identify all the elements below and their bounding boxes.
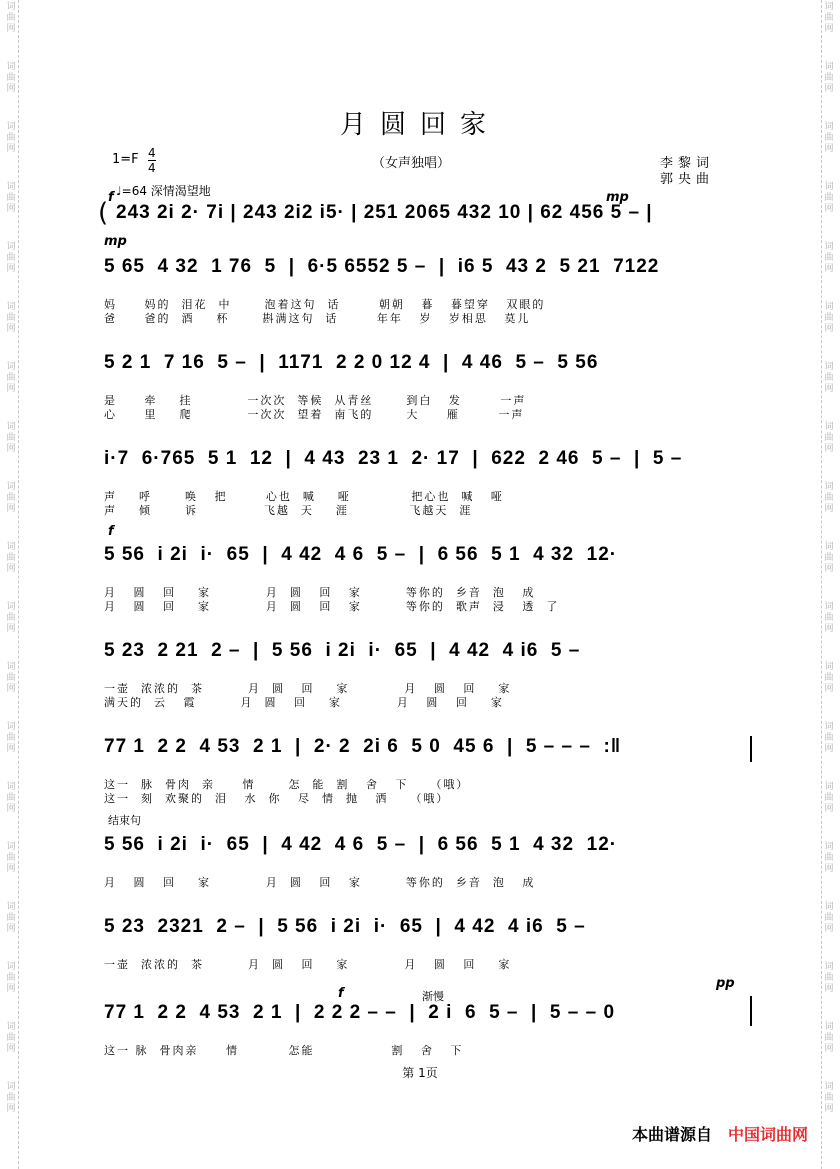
notation-line: 5 23 2321 2 – | 5 56 i 2i i· 65 | 4 42 4 i6 5 – xyxy=(104,916,586,937)
watermark-text: 词曲网 xyxy=(6,1082,16,1114)
source-site-link[interactable]: 中国词曲网 xyxy=(727,1125,808,1144)
ritardando-label: 渐慢 xyxy=(422,990,444,1003)
watermark-text: 词曲网 xyxy=(6,902,16,934)
dynamic-pianissimo: pp xyxy=(716,976,735,991)
dynamic-mezzo-piano: mp xyxy=(606,190,629,205)
lyricist-credit: 李黎词 xyxy=(660,156,715,171)
watermark-text: 词曲网 xyxy=(6,62,16,94)
watermark-text: 词曲网 xyxy=(824,902,834,934)
lyrics-verse-2: 月 圆 回 家 月 圆 回 家 等你的 歌声 浸 透 了 xyxy=(104,600,560,613)
right-watermark-strip xyxy=(821,0,836,1169)
notation-line: 5 65 4 32 1 76 5 | 6·5 6552 5 – | i6 5 43 2 5 21 7122 xyxy=(104,256,660,277)
dynamic-forte: f xyxy=(338,986,344,1001)
watermark-text: 词曲网 xyxy=(6,662,16,694)
watermark-text: 词曲网 xyxy=(824,602,834,634)
notation-line: 5 23 2 21 2 – | 5 56 i 2i i· 65 | 4 42 4 i6 5 – xyxy=(104,640,581,661)
notation-line: i·7 6·765 5 1 12 | 4 43 23 1 2· 17 | 622 2 46 5 – | 5 – xyxy=(104,448,683,469)
watermark-text: 词曲网 xyxy=(824,242,834,274)
dynamic-forte: f xyxy=(108,190,114,205)
lyrics-verse-1: 一壶 浓浓的 茶 月 圆 回 家 月 圆 回 家 xyxy=(104,958,512,971)
lyrics-verse-1: 月 圆 回 家 月 圆 回 家 等你的 乡音 泡 成 xyxy=(104,876,536,889)
lyrics-verse-1: 一壶 浓浓的 茶 月 圆 回 家 月 圆 回 家 xyxy=(104,682,512,695)
final-barline xyxy=(750,736,752,762)
dynamic-forte: f xyxy=(108,524,114,539)
watermark-text: 词曲网 xyxy=(824,782,834,814)
lyrics-verse-1: 声 呼 唤 把 心也 喊 哑 把心也 喊 哑 xyxy=(104,490,504,503)
composer-credit: 郭央曲 xyxy=(660,172,715,187)
watermark-text: 词曲网 xyxy=(824,62,834,94)
watermark-text: 词曲网 xyxy=(6,302,16,334)
lyrics-verse-1: 妈 妈的 泪花 中 泡着这句 话 朝朝 暮 暮望穿 双眼的 xyxy=(104,298,546,311)
watermark-text: 词曲网 xyxy=(824,962,834,994)
score-row-3 xyxy=(104,352,754,448)
watermark-text: 词曲网 xyxy=(6,842,16,874)
watermark-text: 词曲网 xyxy=(824,662,834,694)
final-barline xyxy=(750,996,752,1026)
watermark-text: 词曲网 xyxy=(824,2,834,34)
watermark-text: 词曲网 xyxy=(6,602,16,634)
meter-bottom: 4 xyxy=(148,161,156,175)
watermark-text: 词曲网 xyxy=(6,182,16,214)
left-watermark-strip xyxy=(4,0,19,1169)
lyrics-verse-1: 这一 脉 骨肉亲 情 怎能 割 舍 下 xyxy=(104,1044,464,1057)
lyrics-verse-1: 这一 脉 骨肉 亲 情 怎 能 割 舍 下 （哦） xyxy=(104,778,470,791)
watermark-text: 词曲网 xyxy=(6,542,16,574)
watermark-text: 词曲网 xyxy=(824,302,834,334)
lyrics-verse-1: 是 牵 挂 一次次 等候 从青丝 到白 发 一声 xyxy=(104,394,527,407)
tempo-marking: ♩=64 深情渴望地 xyxy=(116,184,211,198)
notation-line: 243 2i 2· 7i | 243 2i2 i5· | 251 2065 432 10 | 62 456 5 – | xyxy=(116,202,653,223)
notation-line: 77 1 2 2 4 53 2 1 | 2· 2 2i 6 5 0 45 6 | 5 – – – :‖ xyxy=(104,736,622,757)
lyrics-verse-1: 月 圆 回 家 月 圆 回 家 等你的 乡音 泡 成 xyxy=(104,586,536,599)
watermark-text: 词曲网 xyxy=(824,422,834,454)
watermark-text: 词曲网 xyxy=(6,362,16,394)
score-row-4 xyxy=(104,448,754,544)
lyrics-verse-2: 满天的 云 霞 月 圆 回 家 月 圆 回 家 xyxy=(104,696,504,709)
performance-note: （女声独唱） xyxy=(372,156,451,171)
time-signature xyxy=(148,146,156,175)
watermark-text: 词曲网 xyxy=(6,962,16,994)
score-row-7 xyxy=(104,736,754,832)
repeat-open-brace: ( xyxy=(98,198,109,228)
ending-label: 结束句 xyxy=(108,814,141,827)
watermark-text: 词曲网 xyxy=(6,482,16,514)
watermark-text: 词曲网 xyxy=(824,1082,834,1114)
dynamic-mezzo-piano: mp xyxy=(104,234,127,249)
score-row-10 xyxy=(104,976,754,1098)
watermark-text: 词曲网 xyxy=(6,122,16,154)
source-label: 本曲谱源自 xyxy=(631,1125,712,1144)
song-title: 月圆回家 xyxy=(339,110,500,140)
watermark-text: 词曲网 xyxy=(6,2,16,34)
watermark-text: 词曲网 xyxy=(824,1022,834,1054)
lyrics-verse-2: 这一 刻 欢聚的 泪 水 你 尽 情 抛 洒 （哦） xyxy=(104,792,450,805)
notation-line: 5 56 i 2i i· 65 | 4 42 4 6 5 – | 6 56 5 1 4 32 12· xyxy=(104,544,618,565)
score-row-6 xyxy=(104,640,754,736)
notation-line: 5 56 i 2i i· 65 | 4 42 4 6 5 – | 6 56 5 1 4 32 12· xyxy=(104,834,618,855)
lyrics-verse-2: 心 里 爬 一次次 望着 南飞的 大 雁 一声 xyxy=(104,408,525,421)
watermark-text: 词曲网 xyxy=(6,1022,16,1054)
notation-line: 5 2 1 7 16 5 – | 1171 2 2 0 12 4 | 4 46 5 – 5 56 xyxy=(104,352,599,373)
page-number: 第 1页 xyxy=(402,1066,438,1080)
watermark-text: 词曲网 xyxy=(6,242,16,274)
watermark-text: 词曲网 xyxy=(824,542,834,574)
watermark-text: 词曲网 xyxy=(6,422,16,454)
meter-top: 4 xyxy=(148,146,156,160)
lyrics-verse-2: 爸 爸的 酒 杯 斟满这句 话 年年 岁 岁相思 莫儿 xyxy=(104,312,531,325)
key-signature: 1=F xyxy=(112,152,139,167)
watermark-text: 词曲网 xyxy=(824,842,834,874)
watermark-text: 词曲网 xyxy=(824,122,834,154)
watermark-text: 词曲网 xyxy=(824,722,834,754)
watermark-text: 词曲网 xyxy=(824,182,834,214)
source-credit xyxy=(632,1122,808,1145)
watermark-text: 词曲网 xyxy=(6,722,16,754)
lyrics-verse-2: 声 倾 诉 飞越 天 涯 飞越天 涯 xyxy=(104,504,473,517)
score-row-5 xyxy=(104,524,754,640)
watermark-text: 词曲网 xyxy=(824,362,834,394)
notation-line: 77 1 2 2 4 53 2 1 | 2 2 2 – – | 2 i 6 5 – | 5 – – 0 xyxy=(104,1002,616,1023)
watermark-text: 词曲网 xyxy=(6,782,16,814)
score-row-2 xyxy=(104,234,754,352)
watermark-text: 词曲网 xyxy=(824,482,834,514)
